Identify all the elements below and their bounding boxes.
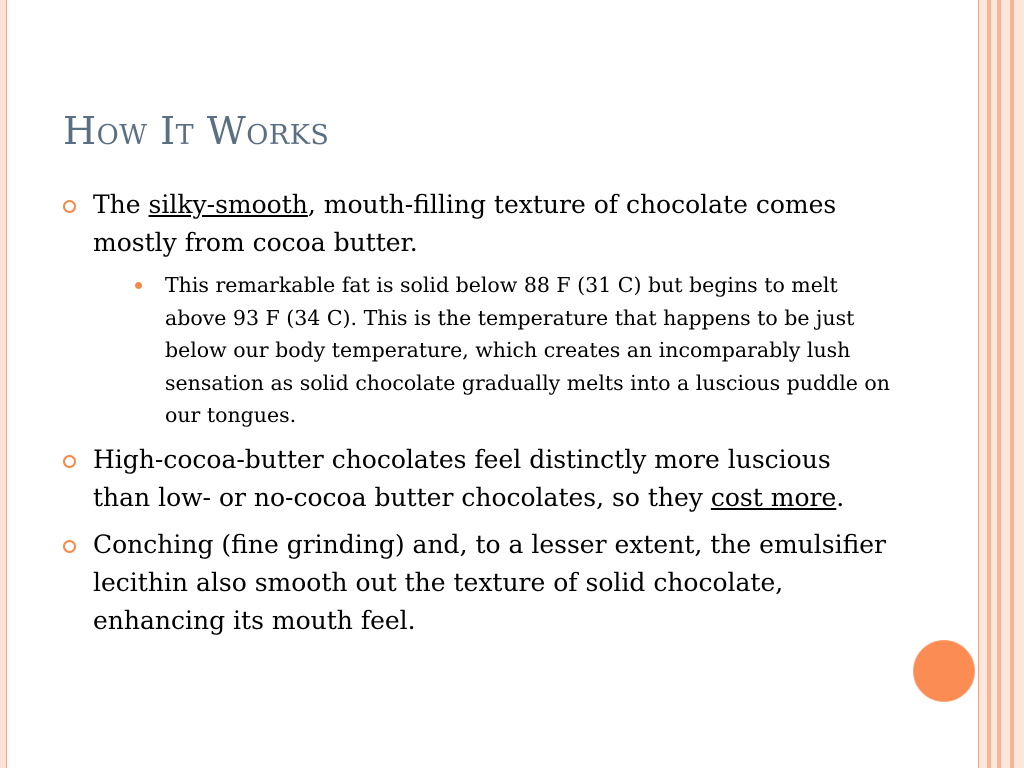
sub-bullet-text: This remarkable fat is solid below 88 F (31 C) but begins to melt above 93 F (34 C). This is the temperature that happens to be just below our body temperature, which creates an incomparably lush sensation as solid chocolate gradually melts into a luscious puddle on our tongues. [165,273,890,427]
right-stripe-decoration [1014,0,1024,768]
orange-circle-decoration [913,640,975,702]
slide-title: How It Works [63,109,330,153]
underlined-term: cost more [710,482,837,512]
right-stripe-decoration [979,0,987,768]
left-border-decoration [0,0,7,768]
bullet-item [63,186,893,432]
dot-bullet-icon [135,282,142,289]
bullet-text: , mouth-filling texture of chocolate comes mostly from cocoa butter. [93,190,837,257]
sub-bullet-item [135,269,893,432]
bullet-item [63,441,893,517]
bullet-item [63,526,893,640]
circle-bullet-icon [63,200,76,213]
bullet-text: Conching (fine grinding) and, to a lesser extent, the emulsifier lecithin also smooth out the texture of solid chocolate, enhancing its mouth feel. [93,529,887,635]
slide-content [63,186,893,649]
bullet-text: High-cocoa-butter chocolates feel distinctly more luscious than low- or no-cocoa butter chocolates, so they [93,444,831,512]
circle-bullet-icon [63,455,76,468]
circle-bullet-icon [63,540,76,553]
right-stripe-decoration [1001,0,1010,768]
underlined-term: silky-smooth [148,190,308,219]
bullet-text: The [93,190,149,219]
bullet-text: . [836,482,845,512]
